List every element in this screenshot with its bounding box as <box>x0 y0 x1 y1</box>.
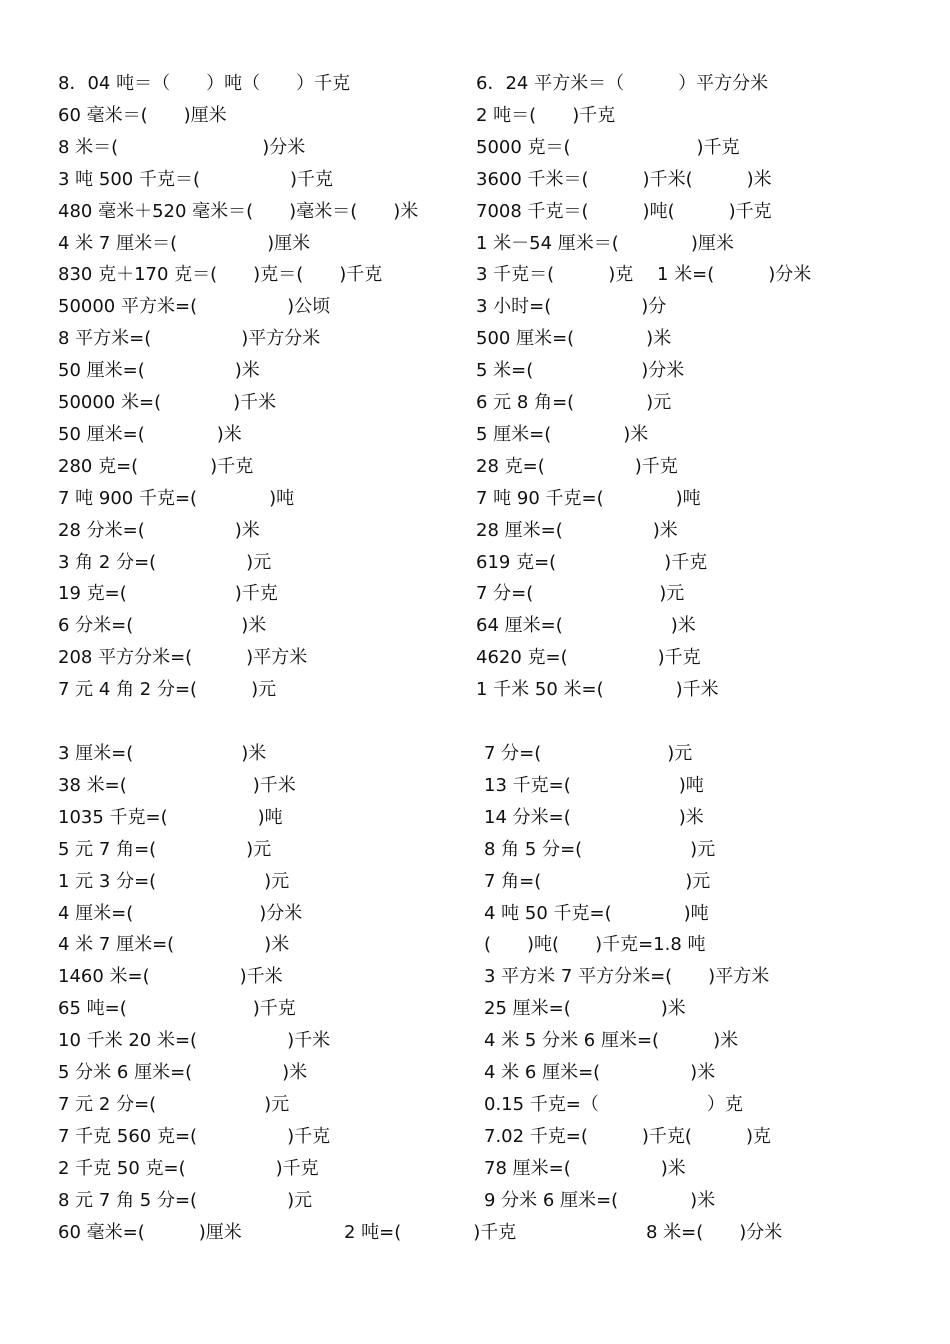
conversion-problem: 6．24 平方米＝（ ）平方分米 <box>476 73 769 94</box>
conversion-problem: 60 毫米=( )厘米 <box>58 1221 242 1243</box>
conversion-problem: 8 角 5 分=( )元 <box>484 838 716 860</box>
conversion-problem: 25 厘米=( )米 <box>484 998 686 1020</box>
conversion-problem: 4 厘米=( )分米 <box>58 902 303 924</box>
conversion-problem: 13 千克=( )吨 <box>484 774 704 796</box>
conversion-problem: 1 元 3 分=( )元 <box>58 870 290 892</box>
conversion-problem: 7.02 千克=( )千克( )克 <box>484 1125 771 1147</box>
conversion-problem: 50 厘米=( )米 <box>58 423 242 445</box>
conversion-problem: 4 米 7 厘米=( )米 <box>58 934 290 956</box>
conversion-problem: 7008 千克＝( )吨( )千克 <box>476 200 772 222</box>
conversion-problem: 7 千克 560 克=( )千克 <box>58 1125 331 1147</box>
conversion-problem: 19 克=( )千克 <box>58 583 278 605</box>
conversion-problem: 1 米－54 厘米＝( )厘米 <box>476 232 734 254</box>
conversion-problem: 0.15 千克=（ ）克 <box>484 1093 743 1115</box>
conversion-problem: ( )吨( )千克=1.8 吨 <box>484 934 706 956</box>
conversion-problem: 2 千克 50 克=( )千克 <box>58 1157 319 1179</box>
conversion-problem: 7 分=( )元 <box>476 583 685 605</box>
conversion-problem: 10 千米 20 米=( )千米 <box>58 1030 331 1052</box>
conversion-problem: 2 吨=( )千克 <box>344 1221 517 1243</box>
conversion-problem: 4 米 7 厘米＝( )厘米 <box>58 232 311 254</box>
conversion-problem: 280 克=( )千克 <box>58 455 254 477</box>
conversion-problem: 3 千克＝( )克 1 米=( )分米 <box>476 264 812 286</box>
conversion-problem: 9 分米 6 厘米=( )米 <box>484 1189 716 1211</box>
conversion-problem: 28 厘米=( )米 <box>476 519 678 541</box>
conversion-problem: 38 米=( )千米 <box>58 774 296 796</box>
conversion-problem: 5 分米 6 厘米=( )米 <box>58 1062 308 1083</box>
conversion-problem: 6 分米=( )米 <box>58 615 267 637</box>
conversion-problem: 7 分=( )元 <box>484 743 693 764</box>
conversion-problem: 50000 米=( )千米 <box>58 392 277 413</box>
conversion-problem: 7 吨 90 千克=( )吨 <box>476 487 701 509</box>
conversion-problem: 619 克=( )千克 <box>476 551 708 573</box>
conversion-problem: 500 厘米=( )米 <box>476 328 672 350</box>
conversion-problem: 3600 千米＝( )千米( )米 <box>476 168 772 190</box>
conversion-problem: 2 吨＝( )千克 <box>476 104 616 126</box>
conversion-problem: 64 厘米=( )米 <box>476 615 696 637</box>
conversion-problem: 7 元 4 角 2 分=( )元 <box>58 679 277 701</box>
conversion-problem: 78 厘米=( )米 <box>484 1157 686 1179</box>
conversion-problem: 4 米 5 分米 6 厘米=( )米 <box>484 1030 739 1052</box>
conversion-problem: 3 平方米 7 平方分米=( )平方米 <box>484 966 770 988</box>
conversion-problem: 4 米 6 厘米=( )米 <box>484 1062 716 1083</box>
conversion-problem: 5 米=( )分米 <box>476 360 685 382</box>
conversion-problem: 8．04 吨＝（ ）吨（ ）千克 <box>58 73 351 94</box>
conversion-problem: 28 克=( )千克 <box>476 455 678 477</box>
conversion-problem: 830 克＋170 克＝( )克＝( )千克 <box>58 264 383 286</box>
conversion-problem: 60 毫米＝( )厘米 <box>58 104 227 126</box>
conversion-problem: 7 吨 900 千克=( )吨 <box>58 487 295 509</box>
conversion-problem: 7 角=( )元 <box>484 870 711 892</box>
conversion-problem: 8 米＝( )分米 <box>58 136 306 158</box>
conversion-problem: 5 厘米=( )米 <box>476 423 649 445</box>
conversion-problem: 5 元 7 角=( )元 <box>58 838 272 860</box>
conversion-problem: 6 元 8 角=( )元 <box>476 392 672 413</box>
conversion-problem: 4620 克=( )千克 <box>476 647 701 669</box>
conversion-problem: 1035 千克=( )吨 <box>58 806 283 828</box>
conversion-problem: 1 千米 50 米=( )千米 <box>476 679 719 701</box>
conversion-problem: 3 小时=( )分 <box>476 296 667 318</box>
conversion-problem: 50 厘米=( )米 <box>58 360 260 382</box>
conversion-problem: 3 角 2 分=( )元 <box>58 551 272 573</box>
conversion-problem: 14 分米=( )米 <box>484 806 704 828</box>
conversion-problem: 65 吨=( )千克 <box>58 998 296 1020</box>
conversion-problem: 8 米=( )分米 <box>646 1221 783 1243</box>
conversion-problem: 7 元 2 分=( )元 <box>58 1093 290 1115</box>
conversion-problem: 208 平方分米=( )平方米 <box>58 647 308 669</box>
conversion-problem: 1460 米=( )千米 <box>58 966 283 988</box>
conversion-problem: 8 平方米=( )平方分米 <box>58 328 321 350</box>
conversion-problem: 5000 克＝( )千克 <box>476 136 740 158</box>
conversion-problem: 3 厘米=( )米 <box>58 743 267 764</box>
conversion-problem: 8 元 7 角 5 分=( )元 <box>58 1189 313 1211</box>
conversion-problem: 4 吨 50 千克=( )吨 <box>484 902 709 924</box>
conversion-problem: 3 吨 500 千克＝( )千克 <box>58 168 334 190</box>
conversion-problem: 480 毫米＋520 毫米＝( )毫米＝( )米 <box>58 200 419 222</box>
conversion-problem: 28 分米=( )米 <box>58 519 260 541</box>
conversion-problem: 50000 平方米=( )公顷 <box>58 296 331 318</box>
